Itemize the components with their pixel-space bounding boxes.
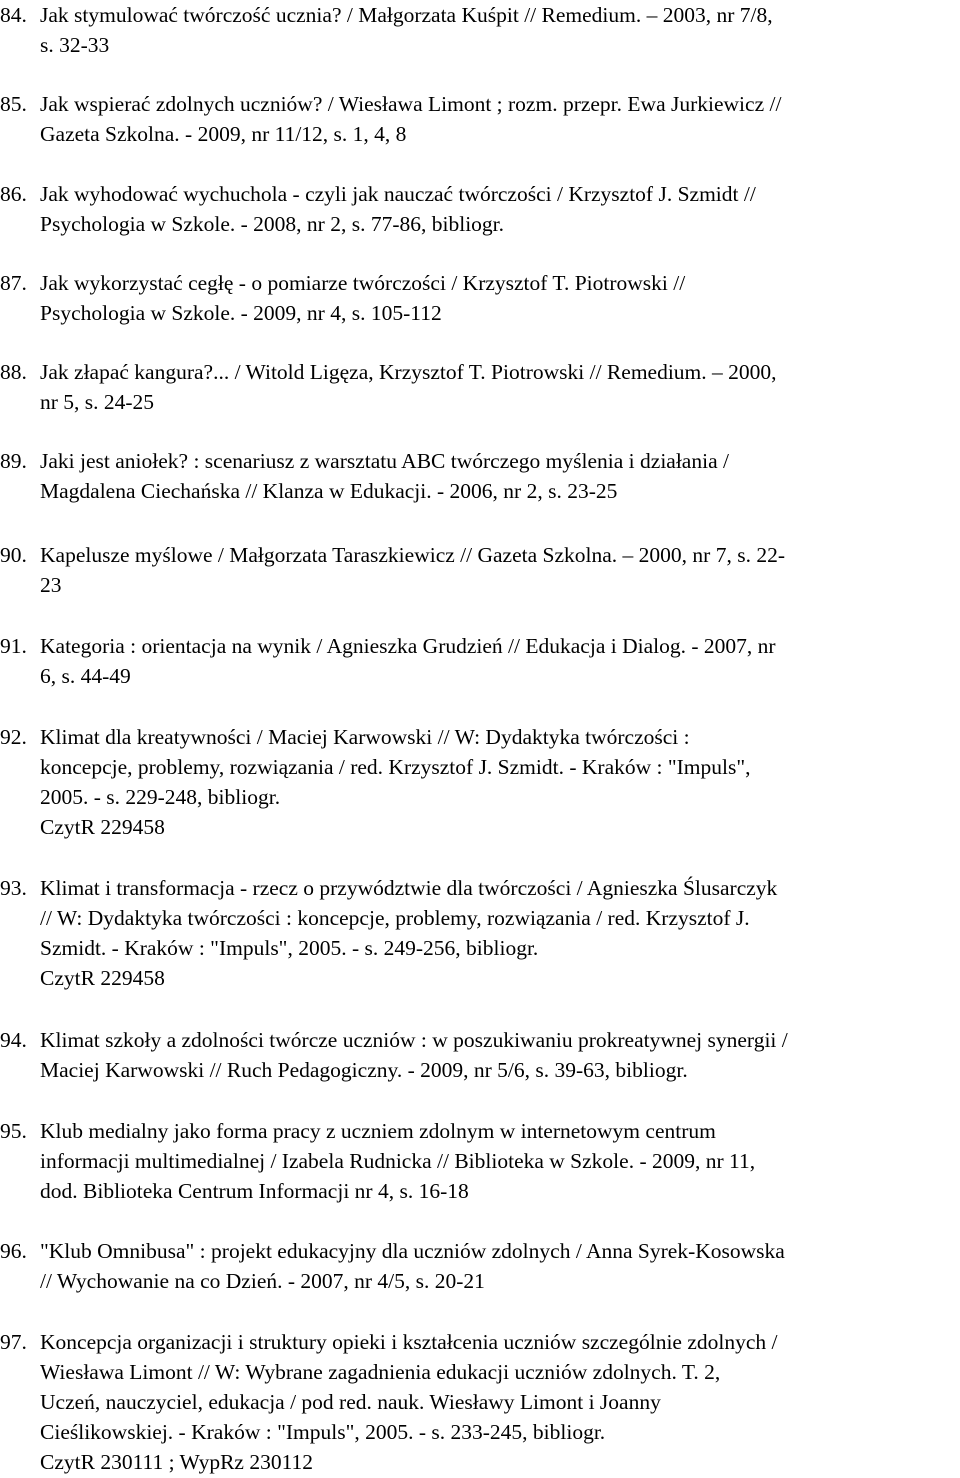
- bibliography-entry-95: [0, 1116, 958, 1206]
- entry-text: Klub medialny jako forma pracy z uczniem zdolnym w internetowym centrum: [40, 1119, 716, 1143]
- entry-number: 89.: [0, 449, 27, 473]
- entry-number: 84.: [0, 3, 27, 27]
- bibliography-entry-84: [0, 0, 958, 60]
- entry-number: 96.: [0, 1239, 27, 1263]
- entry-text: Jak wyhodować wychuchola - czyli jak nauczać twórczości / Krzysztof J. Szmidt //: [40, 182, 756, 206]
- entry-line: [0, 1116, 958, 1146]
- entry-line: [0, 1025, 958, 1055]
- entry-number: 92.: [0, 725, 27, 749]
- entry-line: [0, 812, 958, 842]
- entry-text: nr 5, s. 24-25: [40, 390, 155, 414]
- entry-line: [0, 661, 958, 691]
- entry-number: 95.: [0, 1119, 27, 1143]
- entry-line: [0, 1357, 958, 1387]
- entry-text: Klimat i transformacja - rzecz o przywództwie dla twórczości / Agnieszka Ślusarczyk: [40, 876, 778, 900]
- entry-line: [0, 30, 958, 60]
- entry-line: [0, 752, 958, 782]
- entry-number: 93.: [0, 876, 27, 900]
- entry-text: Gazeta Szkolna. - 2009, nr 11/12, s. 1, 4, 8: [40, 122, 407, 146]
- entry-text: dod. Biblioteka Centrum Informacji nr 4, s. 16-18: [40, 1179, 469, 1203]
- bibliography-entry-91: [0, 631, 958, 691]
- entry-text: 6, s. 44-49: [40, 664, 131, 688]
- entry-number: 88.: [0, 360, 27, 384]
- entry-line: [0, 357, 958, 387]
- bibliography-entry-97: [0, 1327, 958, 1477]
- entry-number: 91.: [0, 634, 27, 658]
- entry-text: Klimat dla kreatywności / Maciej Karwowski // W: Dydaktyka twórczości :: [40, 725, 690, 749]
- entry-number: 90.: [0, 543, 27, 567]
- entry-text: Psychologia w Szkole. - 2008, nr 2, s. 77-86, bibliogr.: [40, 212, 505, 236]
- entry-text: Kapelusze myślowe / Małgorzata Taraszkiewicz // Gazeta Szkolna. – 2000, nr 7, s. 22-: [40, 543, 785, 567]
- entry-text: // Wychowanie na co Dzień. - 2007, nr 4/5, s. 20-21: [40, 1269, 485, 1293]
- entry-line: [0, 298, 958, 328]
- bibliography-entry-96: [0, 1236, 958, 1296]
- entry-text: Jaki jest aniołek? : scenariusz z warsztatu ABC twórczego myślenia i działania /: [40, 449, 729, 473]
- entry-text: s. 32-33: [40, 33, 110, 57]
- shelf-mark: CzytR 229458: [40, 966, 165, 990]
- bibliography-entry-90: [0, 540, 958, 600]
- bibliography-entry-87: [0, 268, 958, 328]
- entry-line: [0, 540, 958, 570]
- entry-number: 87.: [0, 271, 27, 295]
- entry-text: // W: Dydaktyka twórczości : koncepcje, problemy, rozwiązania / red. Krzysztof J.: [40, 906, 750, 930]
- entry-text: Szmidt. - Kraków : "Impuls", 2005. - s. 249-256, bibliogr.: [40, 936, 539, 960]
- entry-line: [0, 782, 958, 812]
- entry-line: [0, 903, 958, 933]
- entry-number: 86.: [0, 182, 27, 206]
- entry-text: Jak wykorzystać cegłę - o pomiarze twórczości / Krzysztof T. Piotrowski //: [40, 271, 686, 295]
- entry-text: Jak stymulować twórczość ucznia? / Małgorzata Kuśpit // Remedium. – 2003, nr 7/8,: [40, 3, 773, 27]
- entry-line: [0, 963, 958, 993]
- entry-line: [0, 119, 958, 149]
- entry-line: [0, 873, 958, 903]
- entry-number: 97.: [0, 1330, 27, 1354]
- entry-text: informacji multimedialnej / Izabela Rudnicka // Biblioteka w Szkole. - 2009, nr 11,: [40, 1149, 756, 1173]
- entry-text: 2005. - s. 229-248, bibliogr.: [40, 785, 281, 809]
- entry-line: [0, 268, 958, 298]
- entry-text: Psychologia w Szkole. - 2009, nr 4, s. 105-112: [40, 301, 442, 325]
- entry-text: Magdalena Ciechańska // Klanza w Edukacji. - 2006, nr 2, s. 23-25: [40, 479, 618, 503]
- entry-text: 23: [40, 573, 62, 597]
- entry-line: [0, 179, 958, 209]
- bibliography-entry-88: [0, 357, 958, 417]
- entry-line: [0, 1236, 958, 1266]
- entry-line: [0, 1417, 958, 1447]
- bibliography-entry-93: [0, 873, 958, 993]
- entry-number: 85.: [0, 92, 27, 116]
- entry-line: [0, 1327, 958, 1357]
- entry-line: [0, 570, 958, 600]
- entry-text: Jak złapać kangura?... / Witold Ligęza, Krzysztof T. Piotrowski // Remedium. – 2000,: [40, 360, 777, 384]
- entry-line: [0, 0, 958, 30]
- entry-text: Klimat szkoły a zdolności twórcze uczniów : w poszukiwaniu prokreatywnej synergii /: [40, 1028, 788, 1052]
- entry-line: [0, 1266, 958, 1296]
- entry-line: [0, 1447, 958, 1477]
- entry-line: [0, 89, 958, 119]
- entry-text: Wiesława Limont // W: Wybrane zagadnienia edukacji uczniów zdolnych. T. 2,: [40, 1360, 721, 1384]
- entry-line: [0, 209, 958, 239]
- entry-line: [0, 1387, 958, 1417]
- entry-line: [0, 722, 958, 752]
- entry-line: [0, 446, 958, 476]
- entry-line: [0, 476, 958, 506]
- entry-text: Koncepcja organizacji i struktury opieki i kształcenia uczniów szczególnie zdolnych /: [40, 1330, 778, 1354]
- shelf-mark: CzytR 229458: [40, 815, 165, 839]
- entry-text: koncepcje, problemy, rozwiązania / red. Krzysztof J. Szmidt. - Kraków : "Impuls",: [40, 755, 751, 779]
- entry-line: [0, 1146, 958, 1176]
- entry-line: [0, 933, 958, 963]
- bibliography-entry-94: [0, 1025, 958, 1085]
- entry-number: 94.: [0, 1028, 27, 1052]
- bibliography-entry-89: [0, 446, 958, 506]
- entry-text: Uczeń, nauczyciel, edukacja / pod red. nauk. Wiesławy Limont i Joanny: [40, 1390, 661, 1414]
- bibliography-entry-85: [0, 89, 958, 149]
- shelf-mark: CzytR 230111 ; WypRz 230112: [40, 1450, 314, 1474]
- entry-text: Kategoria : orientacja na wynik / Agnieszka Grudzień // Edukacja i Dialog. - 2007, nr: [40, 634, 776, 658]
- bibliography-entry-92: [0, 722, 958, 842]
- entry-line: [0, 631, 958, 661]
- entry-line: [0, 1176, 958, 1206]
- entry-line: [0, 1055, 958, 1085]
- entry-text: Maciej Karwowski // Ruch Pedagogiczny. - 2009, nr 5/6, s. 39-63, bibliogr.: [40, 1058, 688, 1082]
- entry-line: [0, 387, 958, 417]
- entry-text: "Klub Omnibusa" : projekt edukacyjny dla uczniów zdolnych / Anna Syrek-Kosowska: [40, 1239, 785, 1263]
- entry-text: Cieślikowskiej. - Kraków : "Impuls", 2005. - s. 233-245, bibliogr.: [40, 1420, 606, 1444]
- bibliography-entry-86: [0, 179, 958, 239]
- entry-text: Jak wspierać zdolnych uczniów? / Wiesława Limont ; rozm. przepr. Ewa Jurkiewicz //: [40, 92, 782, 116]
